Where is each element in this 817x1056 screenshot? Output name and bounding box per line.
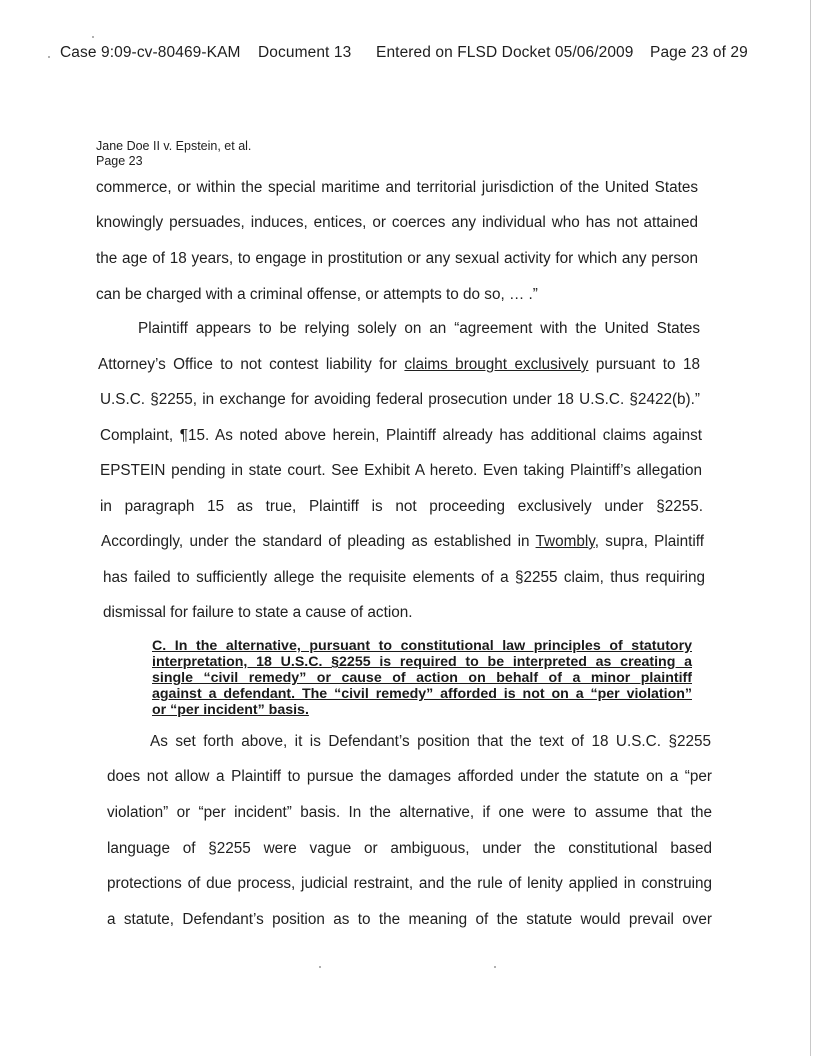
scan-speck	[319, 966, 321, 968]
text-line: commerce, or within the special maritime and territorial jurisdiction of the United States	[96, 179, 698, 196]
text-line: As set forth above, it is Defendant’s position that the text of 18 U.S.C. §2255	[150, 733, 711, 750]
docket-entry-date: Entered on FLSD Docket 05/06/2009	[376, 44, 634, 61]
heading-line: against a defendant. The “civil remedy” afforded is not on a “per violation”	[152, 686, 692, 702]
emphasis-claims-brought-exclusively: claims brought exclusively	[404, 356, 589, 373]
case-name: Jane Doe II v. Epstein, et al.	[96, 139, 252, 153]
scan-speck	[494, 966, 496, 968]
heading-line: single “civil remedy” or cause of action on behalf of a minor plaintiff	[152, 670, 692, 686]
heading-line: C. In the alternative, pursuant to constitutional law principles of statutory	[152, 638, 692, 654]
text-span: , supra, Plaintiff	[594, 533, 705, 550]
text-line: can be charged with a criminal offense, or attempts to do so, … .”	[96, 286, 538, 303]
text-span: Attorney’s Office to not contest liability for	[98, 356, 405, 373]
citation-twombly: Twombly	[535, 533, 595, 550]
text-line: violation” or “per incident” basis. In the alternative, if one were to assume that the	[107, 804, 712, 821]
heading-line: interpretation, 18 U.S.C. §2255 is required to be interpreted as creating a	[152, 654, 692, 670]
text-line: dismissal for failure to state a cause of action.	[103, 604, 413, 621]
text-line: does not allow a Plaintiff to pursue the damages afforded under the statute on a “per	[107, 768, 712, 785]
heading-line: or “per incident” basis.	[152, 702, 309, 718]
text-line: a statute, Defendant’s position as to the meaning of the statute would prevail over	[107, 911, 712, 928]
text-span: pursuant to 18	[588, 356, 700, 373]
text-line: the age of 18 years, to engage in prostitution or any sexual activity for which any person	[96, 250, 698, 267]
text-line: has failed to sufficiently allege the requisite elements of a §2255 claim, thus requiring	[103, 569, 705, 586]
caption-page-number: Page 23	[96, 154, 143, 168]
text-span: Accordingly, under the standard of pleading as established in	[101, 533, 536, 550]
text-line: EPSTEIN pending in state court. See Exhibit A hereto. Even taking Plaintiff’s allegation	[100, 462, 702, 479]
case-number: Case 9:09-cv-80469-KAM	[60, 44, 241, 61]
page-count: Page 23 of 29	[650, 44, 748, 61]
scan-speck	[92, 36, 94, 38]
text-line: U.S.C. §2255, in exchange for avoiding federal prosecution under 18 U.S.C. §2422(b).”	[100, 391, 700, 408]
text-line	[101, 533, 704, 551]
document-number: Document 13	[258, 44, 352, 61]
text-line: knowingly persuades, induces, entices, or coerces any individual who has not attained	[96, 214, 698, 231]
text-line	[98, 356, 700, 374]
text-line: Plaintiff appears to be relying solely on an “agreement with the United States	[138, 320, 700, 337]
text-line: protections of due process, judicial restraint, and the rule of lenity applied in construing	[107, 875, 712, 892]
text-line: language of §2255 were vague or ambiguous, under the constitutional based	[107, 840, 712, 857]
text-line: in paragraph 15 as true, Plaintiff is not proceeding exclusively under §2255.	[100, 498, 703, 515]
page-edge-line	[810, 0, 811, 1056]
scan-speck	[48, 56, 50, 58]
section-c-heading	[152, 638, 692, 718]
text-line: Complaint, ¶15. As noted above herein, Plaintiff already has additional claims against	[100, 427, 702, 444]
case-caption	[96, 139, 251, 169]
